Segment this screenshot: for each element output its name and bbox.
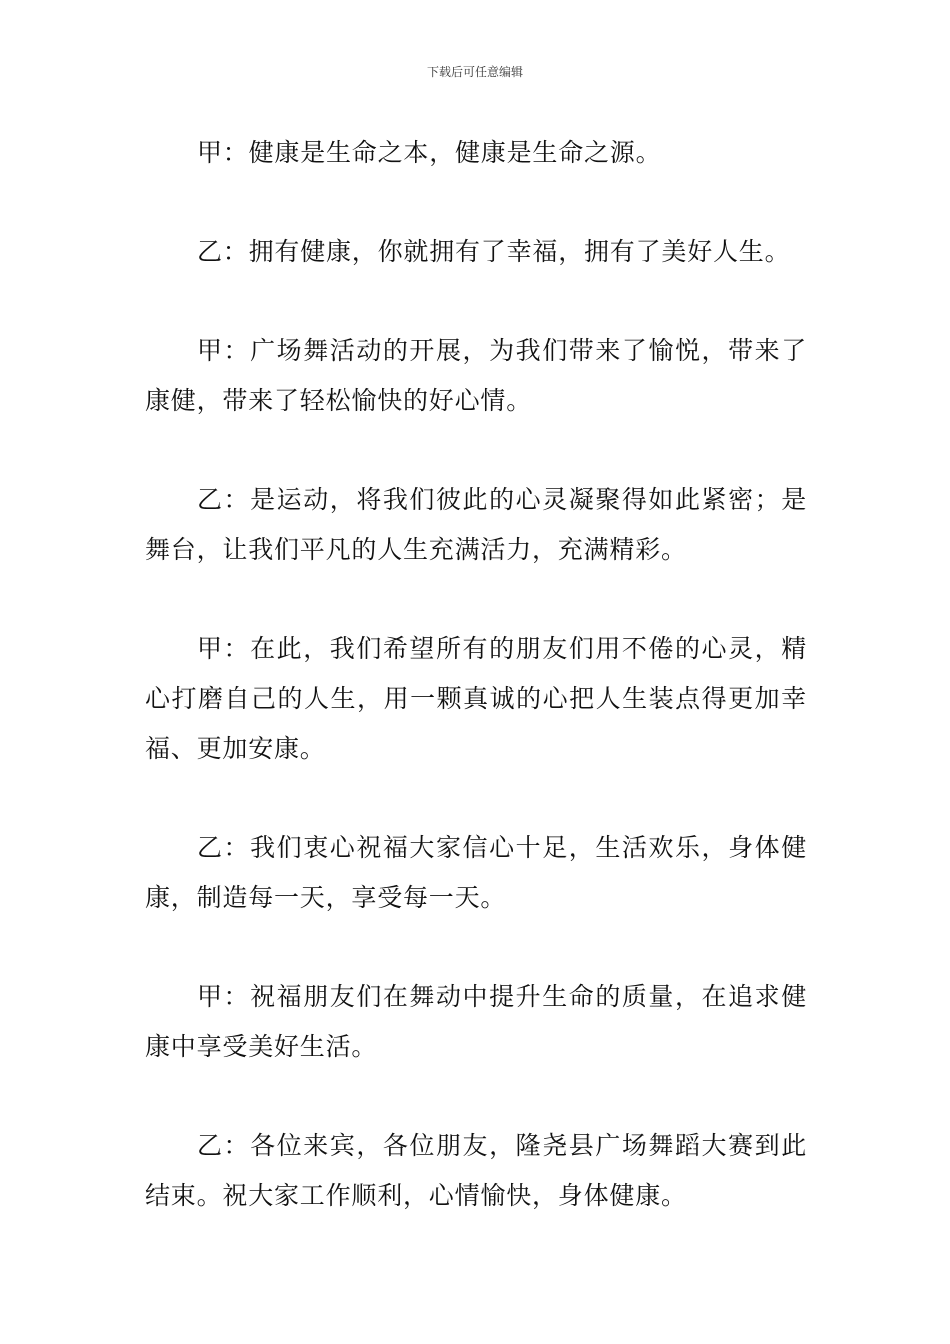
- paragraph: 甲：广场舞活动的开展，为我们带来了愉悦，带来了康健，带来了轻松愉快的好心情。: [145, 336, 807, 415]
- document-body: [145, 128, 807, 1270]
- paragraph: 甲：在此，我们希望所有的朋友们用不倦的心灵，精心打磨自己的人生，用一颗真诚的心把人生装点得更加幸福、更加安康。: [145, 634, 807, 763]
- paragraph: 乙：拥有健康，你就拥有了幸福，拥有了美好人生。: [197, 237, 791, 266]
- paragraph: 乙：我们衷心祝福大家信心十足，生活欢乐，身体健康，制造每一天，享受每一天。: [145, 833, 807, 912]
- paragraph: 乙：各位来宾，各位朋友，隆尧县广场舞蹈大赛到此结束。祝大家工作顺利，心情愉快，身体健康。: [145, 1131, 807, 1210]
- paragraph: 甲：健康是生命之本，健康是生命之源。: [197, 138, 662, 167]
- paragraph: 乙：是运动，将我们彼此的心灵凝聚得如此紧密；是舞台，让我们平凡的人生充满活力，充满精彩。: [145, 485, 807, 564]
- paragraph: 甲：祝福朋友们在舞动中提升生命的质量，在追求健康中享受美好生活。: [145, 982, 807, 1061]
- page-header: 下载后可任意编辑: [426, 65, 523, 79]
